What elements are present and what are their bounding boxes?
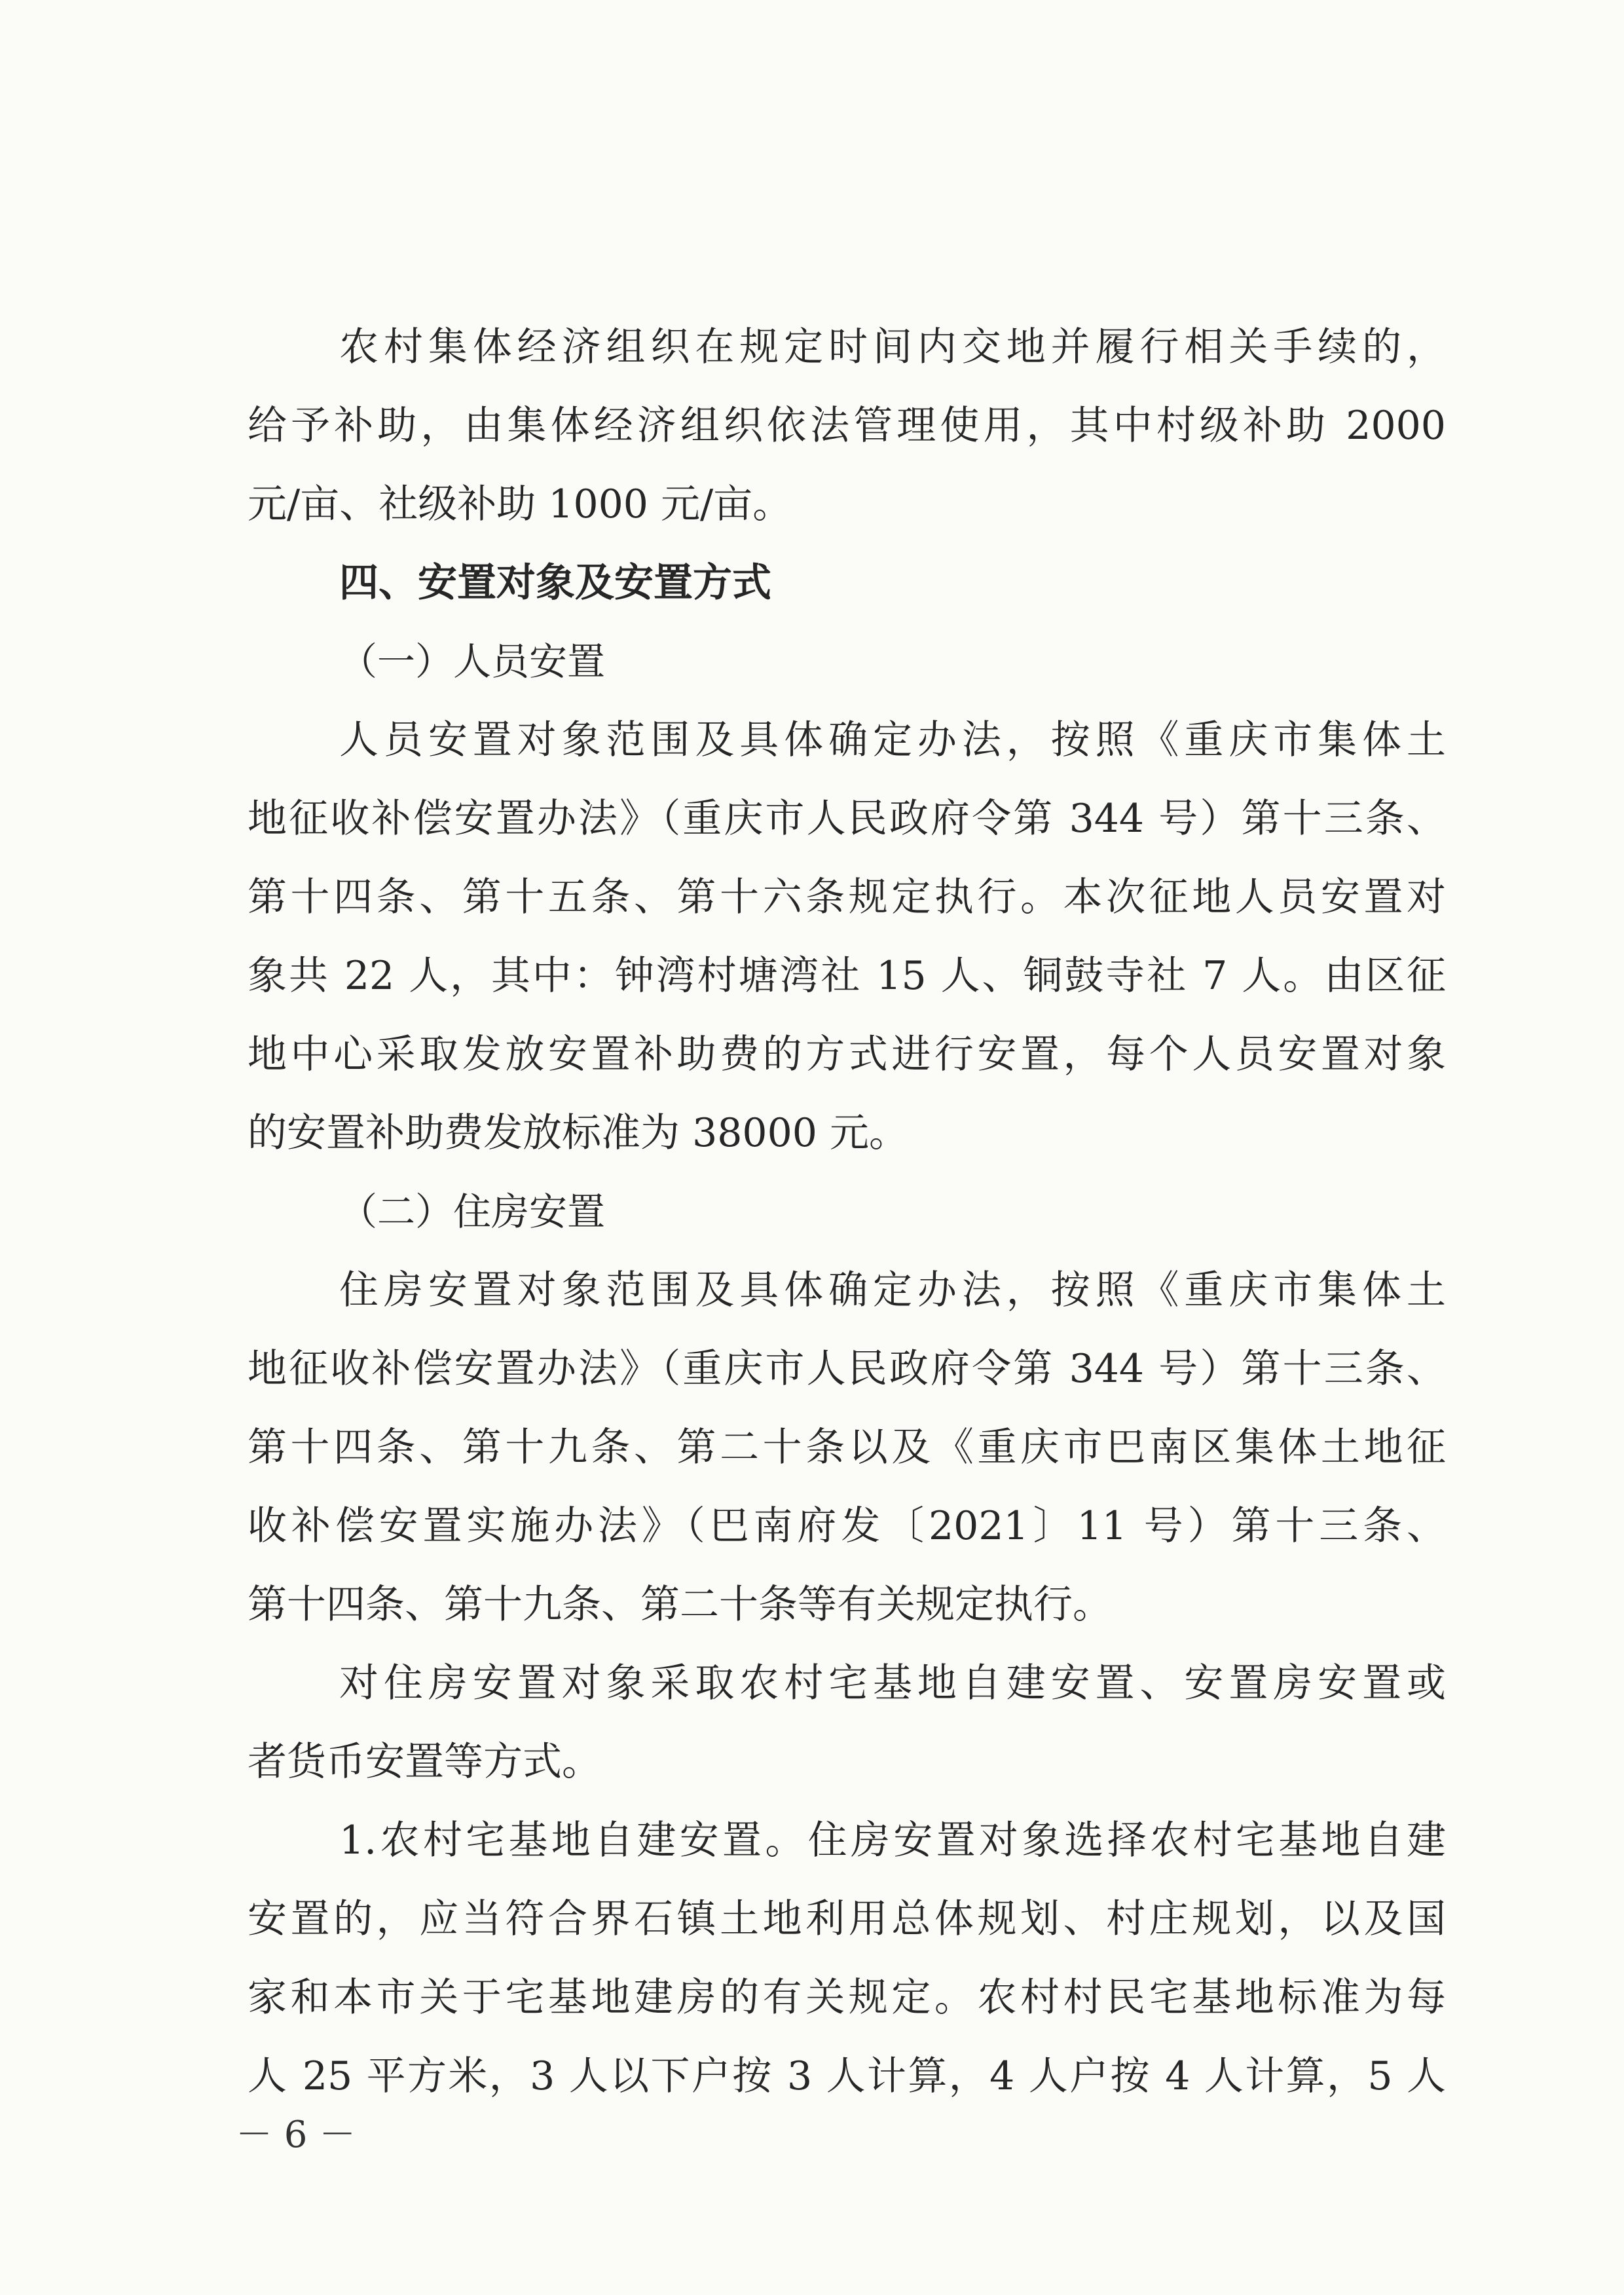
paragraph-line: 安置的，应当符合界石镇土地利用总体规划、村庄规划，以及国 <box>248 1896 1446 1942</box>
paragraph-line: 象共 22 人，其中：钟湾村塘湾社 15 人、铜鼓寺社 7 人。由区征 <box>248 953 1446 999</box>
subsection-heading: （二）住房安置 <box>339 1189 606 1234</box>
paragraph-line: 元/亩、社级补助 1000 元/亩。 <box>248 481 792 527</box>
paragraph-line: 对住房安置对象采取农村宅基地自建安置、安置房安置或 <box>339 1660 1446 1706</box>
paragraph-line: 家和本市关于宅基地建房的有关规定。农村村民宅基地标准为每 <box>248 1975 1446 2021</box>
paragraph-line: 地征收补偿安置办法》（重庆市人民政府令第 344 号）第十三条、 <box>248 796 1446 842</box>
paragraph-line: 农村集体经济组织在规定时间内交地并履行相关手续的， <box>339 324 1446 370</box>
paragraph-line: 者货币安置等方式。 <box>248 1739 601 1785</box>
paragraph-line: 的安置补助费发放标准为 38000 元。 <box>248 1110 909 1156</box>
paragraph-line: 收补偿安置实施办法》（巴南府发〔2021〕11 号）第十三条、 <box>248 1503 1446 1549</box>
paragraph-line: 人员安置对象范围及具体确定办法，按照《重庆市集体土 <box>339 717 1446 763</box>
paragraph-line: 第十四条、第十五条、第十六条规定执行。本次征地人员安置对 <box>248 874 1446 920</box>
paragraph-line: 地中心采取发放安置补助费的方式进行安置，每个人员安置对象 <box>248 1032 1446 1077</box>
paragraph-line: 1.农村宅基地自建安置。住房安置对象选择农村宅基地自建 <box>339 1818 1446 1863</box>
paragraph-line: 给予补助，由集体经济组织依法管理使用，其中村级补助 2000 <box>248 403 1446 449</box>
page-number: － 6 － <box>236 2114 356 2156</box>
section-heading: 四、安置对象及安置方式 <box>339 560 771 606</box>
paragraph-line: 第十四条、第十九条、第二十条等有关规定执行。 <box>248 1582 1112 1628</box>
paragraph-line: 第十四条、第十九条、第二十条以及《重庆市巴南区集体土地征 <box>248 1425 1446 1470</box>
paragraph-line: 住房安置对象范围及具体确定办法，按照《重庆市集体土 <box>339 1267 1446 1313</box>
paragraph-line: 地征收补偿安置办法》（重庆市人民政府令第 344 号）第十三条、 <box>248 1346 1446 1392</box>
paragraph-line: 人 25 平方米，3 人以下户按 3 人计算，4 人户按 4 人计算，5 人 <box>248 2053 1446 2099</box>
document-body <box>248 308 1446 2116</box>
subsection-heading: （一）人员安置 <box>339 639 606 684</box>
